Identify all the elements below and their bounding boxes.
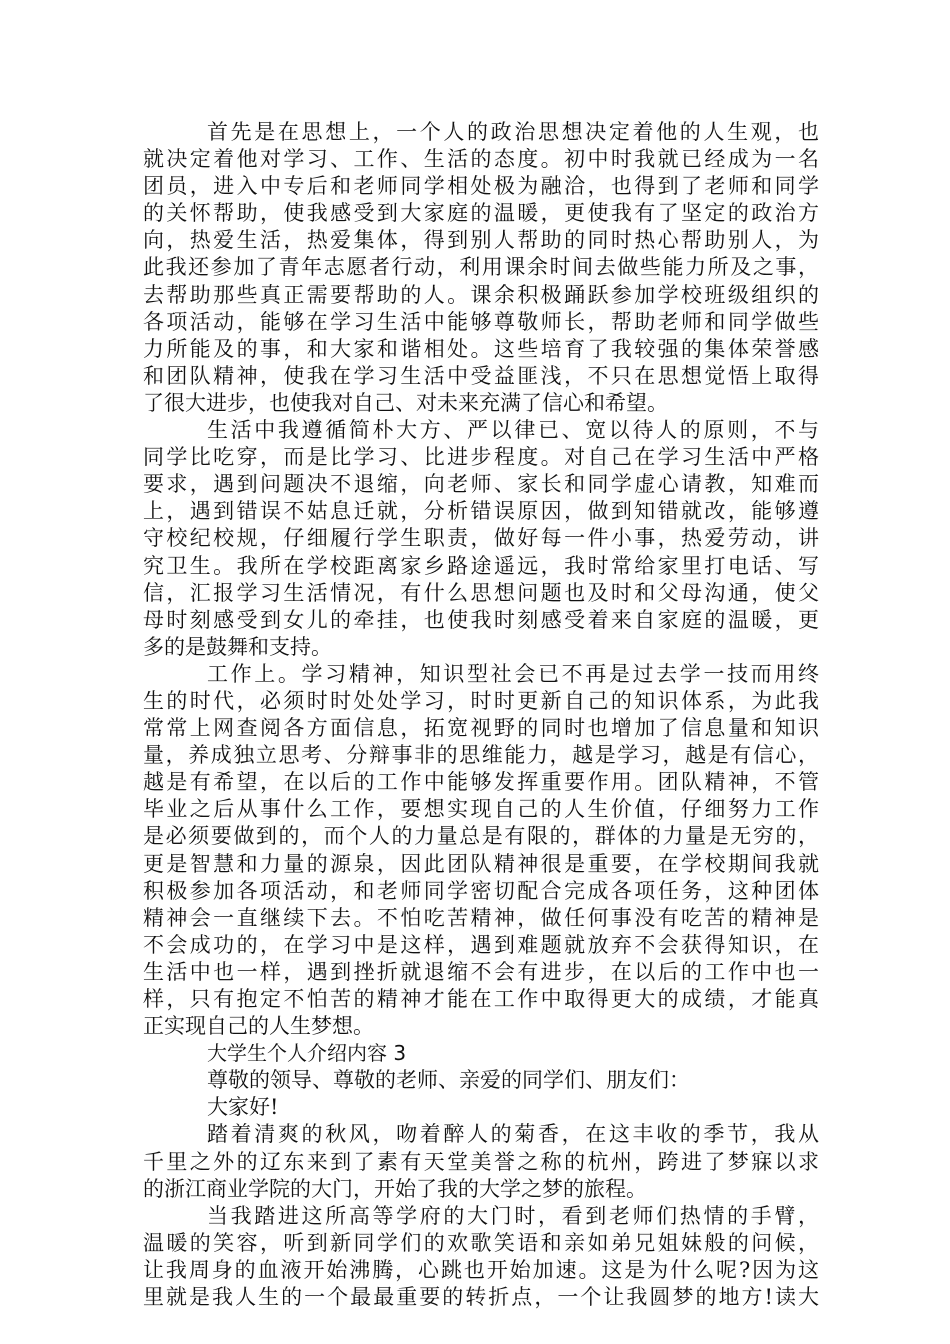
text-line: 就决定着他对学习、工作、生活的态度。初中时我就已经成为一名 [143,147,819,172]
text-line: 首先是在思想上，一个人的政治思想决定着他的人生观，也 [207,120,819,144]
text-line: 的关怀帮助，使我感受到大家庭的温暖，更使我有了坚定的政治方 [143,201,819,226]
text-line: 各项活动，能够在学习生活中能够尊敬师长，帮助老师和同学做些 [143,309,819,334]
text-line: 了很大进步，也使我对自己、对未来充满了信心和希望。 [143,390,668,415]
text-line: 生的时代，必须时时处处学习，时时更新自己的知识体系，为此我 [143,688,819,713]
text-line: 向，热爱生活，热爱集体，得到别人帮助的同时热心帮助别人，为 [143,228,819,253]
text-line: 不会成功的，在学习中是这样，遇到难题就放弃不会获得知识，在 [143,932,819,957]
text-line: 上，遇到错误不姑息迁就，分析错误原因，做到知错就改，能够遵 [143,499,819,524]
text-line: 大家好! [207,1095,279,1120]
text-line: 母时刻感受到女儿的牵挂，也使我时刻感受着来自家庭的温暖，更 [143,607,819,632]
section-heading: 大学生个人介绍内容 3 [207,1041,407,1066]
text-line: 信，汇报学习生活情况，有什么思想问题也及时和父母沟通，使父 [143,580,819,605]
text-line: 的浙江商业学院的大门，开始了我的大学之梦的旅程。 [143,1176,647,1201]
text-line: 是必须要做到的，而个人的力量总是有限的，群体的力量是无穷的， [143,824,819,849]
text-line: 尊敬的领导、尊敬的老师、亲爱的同学们、朋友们： [207,1068,690,1093]
text-line: 多的是鼓舞和支持。 [143,634,332,659]
text-line: 工作上。学习精神，知识型社会已不再是过去学一技而用终 [207,661,819,686]
text-line: 温暖的笑容，听到新同学们的欢歌笑语和亲如弟兄姐妹般的问候， [143,1230,819,1255]
text-line: 里就是我人生的一个最最重要的转折点，一个让我圆梦的地方!读大 [143,1285,819,1310]
document-page [143,119,819,1311]
text-line: 踏着清爽的秋风，吻着醉人的菊香，在这丰收的季节，我从 [207,1122,819,1147]
text-line: 让我周身的血液开始沸腾，心跳也开始加速。这是为什么呢?因为这 [143,1257,819,1282]
text-line: 常常上网查阅各方面信息，拓宽视野的同时也增加了信息量和知识 [143,716,819,741]
text-line: 样，只有抱定不怕苦的精神才能在工作中取得更大的成绩，才能真 [143,987,819,1011]
text-line: 生活中也一样，遇到挫折就退缩不会有进步，在以后的工作中也一 [143,959,819,984]
text-line: 生活中我遵循简朴大方、严以律已、宽以待人的原则，不与 [207,418,819,443]
text-line: 要求，遇到问题决不退缩，向老师、家长和同学虚心请教，知难而 [143,472,819,497]
text-line: 究卫生。我所在学校距离家乡路途遥远，我时常给家里打电话、写 [143,553,819,578]
text-line: 千里之外的辽东来到了素有天堂美誉之称的杭州，跨进了梦寐以求 [143,1149,819,1174]
text-line: 守校纪校规，仔细履行学生职责，做好每一件小事，热爱劳动，讲 [143,526,819,551]
text-line: 去帮助那些真正需要帮助的人。课余积极踊跃参加学校班级组织的 [143,282,819,307]
text-line: 积极参加各项活动，和老师同学密切配合完成各项任务，这种团体 [143,878,819,903]
text-line: 团员，进入中专后和老师同学相处极为融洽，也得到了老师和同学 [143,174,819,199]
text-line: 和团队精神，使我在学习生活中受益匪浅，不只在思想觉悟上取得 [143,363,819,388]
text-line: 此我还参加了青年志愿者行动，利用课余时间去做些能力所及之事， [143,255,819,280]
text-line: 正实现自己的人生梦想。 [143,1014,374,1039]
text-line: 同学比吃穿，而是比学习、比进步程度。对自己在学习生活中严格 [143,445,819,470]
text-line: 精神会一直继续下去。不怕吃苦精神，做任何事没有吃苦的精神是 [143,905,819,930]
text-line: 量，养成独立思考、分辩事非的思维能力，越是学习，越是有信心， [143,743,819,768]
text-line: 力所能及的事，和大家和谐相处。这些培育了我较强的集体荣誉感 [143,336,819,361]
text-line: 毕业之后从事什么工作，要想实现自己的人生价值，仔细努力工作 [143,797,819,822]
text-line: 越是有希望，在以后的工作中能够发挥重要作用。团队精神，不管 [143,770,819,795]
text-line: 当我踏进这所高等学府的大门时，看到老师们热情的手臂， [207,1203,819,1228]
text-line: 更是智慧和力量的源泉，因此团队精神很是重要，在学校期间我就 [143,851,819,876]
